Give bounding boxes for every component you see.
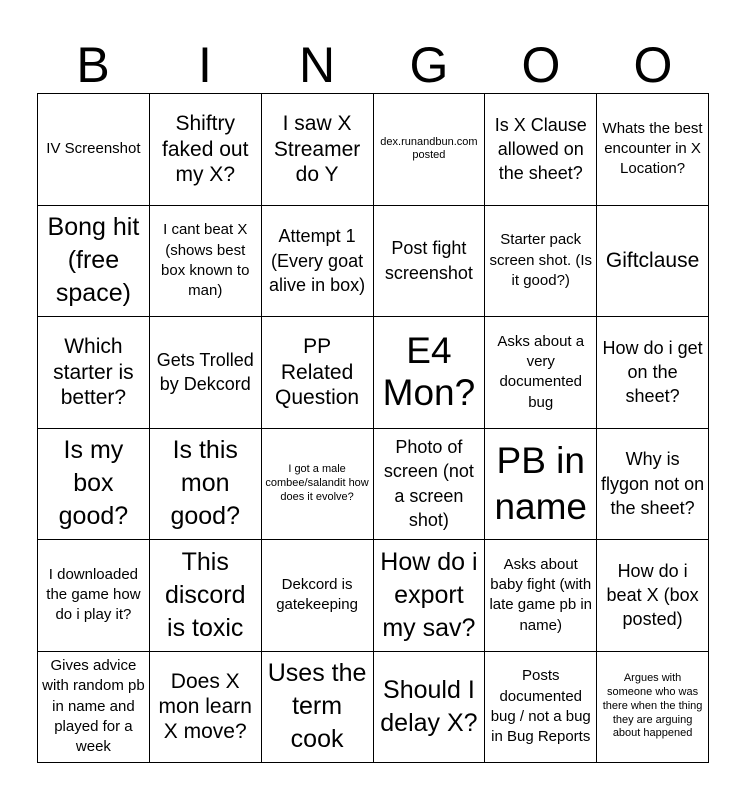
bingo-cell[interactable]: Post fight screenshot <box>374 206 486 318</box>
bingo-cell[interactable]: Whats the best encounter in X Location? <box>597 94 709 206</box>
header-letter-i: I <box>198 37 212 93</box>
bingo-cell[interactable]: Posts documented bug / not a bug in Bug Reports <box>485 652 597 764</box>
header-letter-o2: O <box>633 37 673 93</box>
header-letter-b: B <box>76 37 110 93</box>
bingo-cell[interactable]: How do i beat X (box posted) <box>597 540 709 652</box>
bingo-board <box>37 93 709 763</box>
bingo-cell[interactable]: Shiftry faked out my X? <box>150 94 262 206</box>
bingo-cell[interactable]: How do i get on the sheet? <box>597 317 709 429</box>
bingo-cell[interactable]: Photo of screen (not a screen shot) <box>374 429 486 541</box>
bingo-cell[interactable]: PP Related Question <box>262 317 374 429</box>
bingo-cell[interactable]: I cant beat X (shows best box known to man) <box>150 206 262 318</box>
header-letter-o1: O <box>521 37 561 93</box>
bingo-cell[interactable]: PB in name <box>485 429 597 541</box>
bingo-cell[interactable]: Should I delay X? <box>374 652 486 764</box>
bingo-cell[interactable]: Dekcord is gatekeeping <box>262 540 374 652</box>
bingo-cell[interactable]: Gives advice with random pb in name and played for a week <box>38 652 150 764</box>
bingo-cell[interactable]: Is this mon good? <box>150 429 262 541</box>
bingo-cell[interactable]: I got a male combee/salandit how does it evolve? <box>262 429 374 541</box>
bingo-header <box>37 30 709 100</box>
bingo-cell[interactable]: Asks about a very documented bug <box>485 317 597 429</box>
bingo-cell[interactable]: Attempt 1 (Every goat alive in box) <box>262 206 374 318</box>
bingo-cell[interactable]: Is X Clause allowed on the sheet? <box>485 94 597 206</box>
bingo-cell[interactable]: I downloaded the game how do i play it? <box>38 540 150 652</box>
bingo-cell[interactable]: IV Screenshot <box>38 94 150 206</box>
bingo-cell[interactable]: Bong hit (free space) <box>38 206 150 318</box>
bingo-cell[interactable]: Is my box good? <box>38 429 150 541</box>
bingo-cell[interactable]: I saw X Streamer do Y <box>262 94 374 206</box>
bingo-cell[interactable]: Gets Trolled by Dekcord <box>150 317 262 429</box>
bingo-cell[interactable]: Giftclause <box>597 206 709 318</box>
bingo-cell[interactable]: E4 Mon? <box>374 317 486 429</box>
bingo-cell[interactable]: Uses the term cook <box>262 652 374 764</box>
bingo-cell[interactable]: Starter pack screen shot. (Is it good?) <box>485 206 597 318</box>
bingo-cell[interactable]: Why is flygon not on the sheet? <box>597 429 709 541</box>
bingo-cell[interactable]: This discord is toxic <box>150 540 262 652</box>
bingo-cell[interactable]: Asks about baby fight (with late game pb in name) <box>485 540 597 652</box>
bingo-cell[interactable]: How do i export my sav? <box>374 540 486 652</box>
bingo-cell[interactable]: Argues with someone who was there when the thing they are arguing about happened <box>597 652 709 764</box>
bingo-cell[interactable]: dex.runandbun.com posted <box>374 94 486 206</box>
header-letter-n: N <box>298 37 336 93</box>
bingo-cell[interactable]: Does X mon learn X move? <box>150 652 262 764</box>
header-letter-g: G <box>409 37 449 93</box>
bingo-cell[interactable]: Which starter is better? <box>38 317 150 429</box>
